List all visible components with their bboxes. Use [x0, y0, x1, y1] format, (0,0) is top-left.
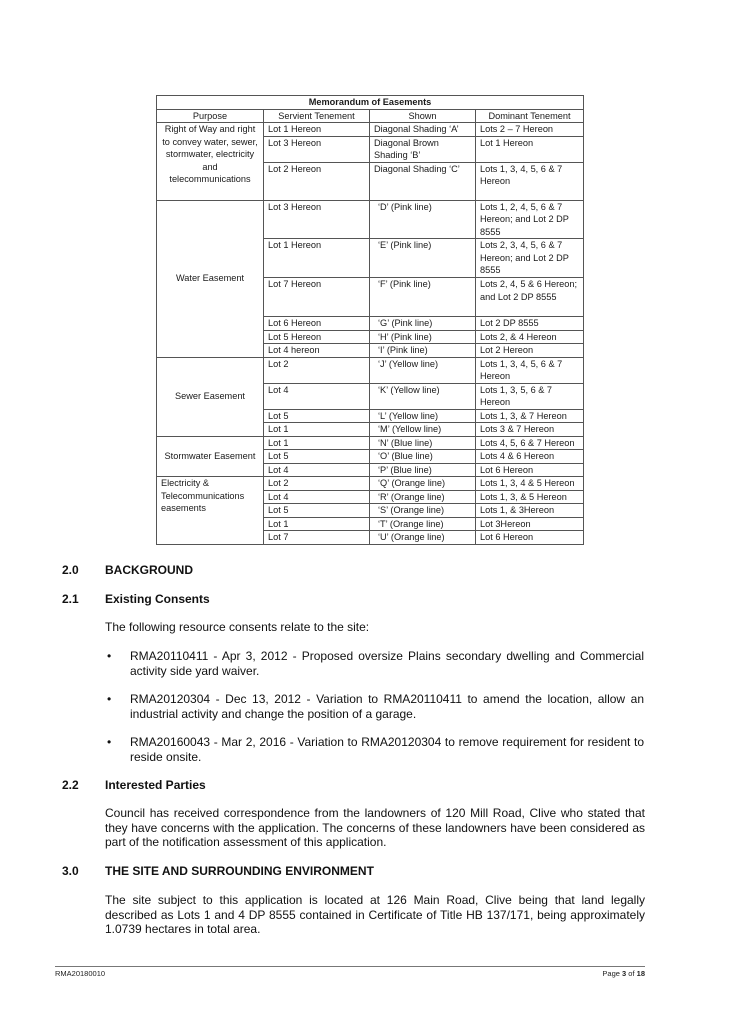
- table-cell: ‘L’ (Yellow line): [370, 409, 476, 423]
- section-number: 3.0: [62, 864, 79, 878]
- header-dominant: Dominant Tenement: [476, 109, 584, 123]
- table-cell: Lots 1, 2, 4, 5, 6 & 7 Hereon; and Lot 2 DP 8555: [476, 200, 584, 239]
- table-cell: ‘D’ (Pink line): [370, 200, 476, 239]
- memorandum-of-easements-table: [156, 95, 584, 545]
- table-cell: Lots 1, 3, 5, 6 & 7 Hereon: [476, 383, 584, 409]
- section-title-site-environment: THE SITE AND SURROUNDING ENVIRONMENT: [105, 864, 374, 878]
- page-label: Page: [602, 969, 620, 978]
- table-cell: ‘O’ (Blue line): [370, 450, 476, 464]
- footer-reference: RMA20180010: [55, 969, 106, 978]
- table-cell: Lot 5: [264, 409, 370, 423]
- table-cell: Lot 2 Hereon: [476, 344, 584, 358]
- table-cell: Lot 1: [264, 423, 370, 437]
- table-cell: Diagonal Brown Shading ‘B’: [370, 136, 476, 162]
- table-cell: Lot 3 Hereon: [264, 136, 370, 162]
- section-number: 2.2: [62, 778, 79, 792]
- table-cell: Lots 1, 3, 4, 5, 6 & 7 Hereon: [476, 162, 584, 200]
- table-cell: ‘H’ (Pink line): [370, 330, 476, 344]
- table-cell: Lot 4: [264, 383, 370, 409]
- table-cell: Lot 4: [264, 463, 370, 477]
- header-shown: Shown: [370, 109, 476, 123]
- table-cell: Lot 4 hereon: [264, 344, 370, 358]
- table-cell: Lots 2 – 7 Hereon: [476, 123, 584, 137]
- table-cell: Lot 2: [264, 477, 370, 491]
- table-cell: Lot 4: [264, 490, 370, 504]
- table-cell: ‘G’ (Pink line): [370, 317, 476, 331]
- of-label: of: [628, 969, 635, 978]
- table-cell: Lot 6 Hereon: [476, 531, 584, 545]
- table-cell: ‘M’ (Yellow line): [370, 423, 476, 437]
- table-cell: ‘P’ (Blue line): [370, 463, 476, 477]
- consent-item: RMA20160043 - Mar 2, 2016 - Variation to RMA20120304 to remove requirement for resident to reside onsite.: [130, 735, 644, 764]
- table-cell: ‘F’ (Pink line): [370, 278, 476, 317]
- table-cell: ‘J’ (Yellow line): [370, 357, 476, 383]
- purpose-right-of-way: Right of Way and right to convey water, sewer, stormwater, electricity and telecommunications: [157, 123, 264, 201]
- table-cell: Lot 6 Hereon: [264, 317, 370, 331]
- purpose-water: Water Easement: [157, 200, 264, 357]
- table-cell: Diagonal Shading ‘A’: [370, 123, 476, 137]
- table-cell: Lot 7 Hereon: [264, 278, 370, 317]
- page-total: 18: [636, 969, 645, 978]
- table-cell: Lots 2, 3, 4, 5, 6 & 7 Hereon; and Lot 2 DP 8555: [476, 239, 584, 278]
- table-cell: Lots 3 & 7 Hereon: [476, 423, 584, 437]
- table-cell: ‘R’ (Orange line): [370, 490, 476, 504]
- table-cell: Lot 1: [264, 436, 370, 450]
- table-cell: Lot 1 Hereon: [264, 123, 370, 137]
- table-cell: ‘T’ (Orange line): [370, 517, 476, 531]
- table-cell: Lot 6 Hereon: [476, 463, 584, 477]
- table-cell: Lot 3 Hereon: [264, 200, 370, 239]
- bullet-glyph: •: [107, 649, 112, 663]
- table-cell: Lots 1, 3, & 5 Hereon: [476, 490, 584, 504]
- table-cell: Lot 5: [264, 504, 370, 518]
- section-number: 2.0: [62, 563, 79, 577]
- site-description-body: The site subject to this application is located at 126 Main Road, Clive being that land legally described as Lots 1 and 4 DP 8555 contained in Certificate of Title HB 137/171, being approximately 1.0739 hectares in total area.: [105, 893, 645, 937]
- table-cell: Lots 1, 3, & 7 Hereon: [476, 409, 584, 423]
- table-cell: Lot 7: [264, 531, 370, 545]
- table-cell: Lots 4, 5, 6 & 7 Hereon: [476, 436, 584, 450]
- purpose-stormwater: Stormwater Easement: [157, 436, 264, 477]
- table-cell: Lot 5: [264, 450, 370, 464]
- table-cell: Lot 2 DP 8555: [476, 317, 584, 331]
- table-cell: Diagonal Shading ‘C’: [370, 162, 476, 200]
- table-cell: ‘K’ (Yellow line): [370, 383, 476, 409]
- page-indicator: [602, 969, 645, 978]
- purpose-sewer: Sewer Easement: [157, 357, 264, 436]
- section-title-existing-consents: Existing Consents: [105, 592, 210, 606]
- table-cell: Lot 1 Hereon: [476, 136, 584, 162]
- table-cell: Lots 1, & 3Hereon: [476, 504, 584, 518]
- table-cell: Lots 2, 4, 5 & 6 Hereon; and Lot 2 DP 8555: [476, 278, 584, 317]
- table-cell: ‘E’ (Pink line): [370, 239, 476, 278]
- table-cell: Lot 3Hereon: [476, 517, 584, 531]
- table-cell: Lots 1, 3, 4, 5, 6 & 7 Hereon: [476, 357, 584, 383]
- interested-parties-body: Council has received correspondence from the landowners of 120 Mill Road, Clive who stated that they have concerns with the application. The concerns of these landowners have been considered as part of the notification assessment of this application.: [105, 806, 645, 850]
- table-cell: Lot 5 Hereon: [264, 330, 370, 344]
- bullet-glyph: •: [107, 735, 112, 749]
- table-cell: Lot 2: [264, 357, 370, 383]
- table-cell: ‘S’ (Orange line): [370, 504, 476, 518]
- table-cell: Lots 4 & 6 Hereon: [476, 450, 584, 464]
- table-cell: Lot 2 Hereon: [264, 162, 370, 200]
- footer-divider: [55, 966, 645, 967]
- consent-item: RMA20110411 - Apr 3, 2012 - Proposed oversize Plains secondary dwelling and Commercial activity side yard waiver.: [130, 649, 644, 678]
- table-cell: ‘N’ (Blue line): [370, 436, 476, 450]
- table-cell: ‘I’ (Pink line): [370, 344, 476, 358]
- purpose-electricity: Electricity & Telecommunications easements: [157, 477, 264, 545]
- header-servient: Servient Tenement: [264, 109, 370, 123]
- consent-item: RMA20120304 - Dec 13, 2012 - Variation to RMA20110411 to amend the location, allow an industrial activity and change the position of a garage.: [130, 692, 644, 721]
- table-caption: Memorandum of Easements: [157, 96, 584, 110]
- table-cell: Lot 1: [264, 517, 370, 531]
- table-cell: ‘U’ (Orange line): [370, 531, 476, 545]
- header-purpose: Purpose: [157, 109, 264, 123]
- table-cell: ‘Q’ (Orange line): [370, 477, 476, 491]
- consents-intro: The following resource consents relate to the site:: [105, 620, 370, 634]
- section-title-background: BACKGROUND: [105, 563, 193, 577]
- bullet-glyph: •: [107, 692, 112, 706]
- table-cell: Lots 2, & 4 Hereon: [476, 330, 584, 344]
- section-number: 2.1: [62, 592, 79, 606]
- table-cell: Lot 1 Hereon: [264, 239, 370, 278]
- table-cell: Lots 1, 3, 4 & 5 Hereon: [476, 477, 584, 491]
- section-title-interested-parties: Interested Parties: [105, 778, 206, 792]
- page-number: 3: [622, 969, 627, 978]
